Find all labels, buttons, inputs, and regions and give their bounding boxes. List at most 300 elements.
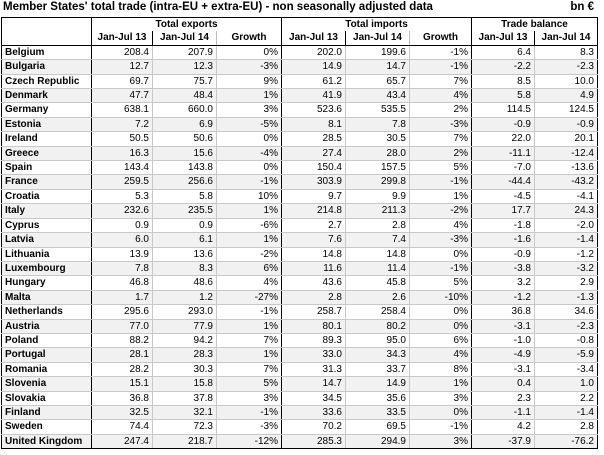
exports-growth-cell: 0% xyxy=(217,45,282,59)
imports-growth-cell: 4% xyxy=(410,89,472,103)
exports-jan-jul-13-cell: 208.4 xyxy=(92,45,153,59)
balance-jan-jul-13-cell: -0.9 xyxy=(472,117,535,131)
exports-growth-cell: 5% xyxy=(217,377,282,391)
balance-jan-jul-13-cell: 4.2 xyxy=(472,420,535,434)
imports-growth-cell: -2% xyxy=(410,204,472,218)
balance-jan-jul-13-cell: -1.2 xyxy=(472,290,535,304)
balance-jan-jul-14-cell: -3.4 xyxy=(535,362,598,376)
imports-jan-jul-14-cell: 11.4 xyxy=(346,261,410,275)
imports-jan-jul-14-cell: 33.5 xyxy=(346,405,410,419)
imports-jan-jul-14-cell: 43.4 xyxy=(346,89,410,103)
balance-jan-jul-14-cell: 4.9 xyxy=(535,89,598,103)
exports-growth-cell: 1% xyxy=(217,348,282,362)
exports-jan-jul-13-cell: 36.8 xyxy=(92,391,153,405)
imports-jan-jul-13-cell: 303.9 xyxy=(282,175,346,189)
balance-jan-jul-14-cell: -12.4 xyxy=(535,146,598,160)
exports-jan-jul-13-cell: 74.4 xyxy=(92,420,153,434)
exports-jan-jul-14-cell: 0.9 xyxy=(153,218,217,232)
imports-growth-cell: -1% xyxy=(410,60,472,74)
exports-growth-cell: 0% xyxy=(217,161,282,175)
exports-jan-jul-14-cell: 15.8 xyxy=(153,377,217,391)
exports-jan-jul-14-cell: 94.2 xyxy=(153,333,217,347)
country-cell: Spain xyxy=(2,161,92,175)
imports-growth-cell: 8% xyxy=(410,362,472,376)
table-row xyxy=(2,161,598,175)
imports-jan-jul-14-cell: 65.7 xyxy=(346,74,410,88)
exports-growth-cell: -1% xyxy=(217,175,282,189)
country-cell: Denmark xyxy=(2,89,92,103)
balance-jan-jul-14-cell: -1.4 xyxy=(535,233,598,247)
balance-jan-jul-13-cell: -1.0 xyxy=(472,333,535,347)
balance-jan-jul-13-cell: -3.1 xyxy=(472,319,535,333)
country-cell: Slovenia xyxy=(2,377,92,391)
country-cell: Greece xyxy=(2,146,92,160)
balance-jan-jul-14-cell: 34.6 xyxy=(535,305,598,319)
exports-jan-jul-14-cell: 28.3 xyxy=(153,348,217,362)
balance-jan-jul-14-cell: -4.1 xyxy=(535,189,598,203)
country-cell: Croatia xyxy=(2,189,92,203)
balance-jan-jul-14-cell: 10.0 xyxy=(535,74,598,88)
imports-jan-jul-14-cell: 14.8 xyxy=(346,247,410,261)
country-cell: Austria xyxy=(2,319,92,333)
imports-jan-jul-13-cell: 41.9 xyxy=(282,89,346,103)
imports-growth-cell: -1% xyxy=(410,261,472,275)
exports-jan-jul-14-cell: 48.6 xyxy=(153,276,217,290)
balance-jan-jul-13-cell: 5.8 xyxy=(472,89,535,103)
exports-growth-cell: -5% xyxy=(217,117,282,131)
exports-growth-cell: -27% xyxy=(217,290,282,304)
exports-jan-jul-13-cell: 46.8 xyxy=(92,276,153,290)
imports-growth-cell: -1% xyxy=(410,420,472,434)
exports-jan-jul-13-cell: 0.9 xyxy=(92,218,153,232)
exports-growth-cell: 4% xyxy=(217,276,282,290)
imports-jan-jul-14-cell: 30.5 xyxy=(346,132,410,146)
imports-jan-jul-13-cell: 202.0 xyxy=(282,45,346,59)
imports-jan-jul-13-cell: 2.8 xyxy=(282,290,346,304)
imports-growth-cell: 0% xyxy=(410,405,472,419)
imports-jan-jul-13-cell: 523.6 xyxy=(282,103,346,117)
exports-jan-jul-14-cell: 207.9 xyxy=(153,45,217,59)
table-row xyxy=(2,290,598,304)
table-row xyxy=(2,45,598,59)
table-row xyxy=(2,189,598,203)
imports-jan-jul-13-cell: 27.4 xyxy=(282,146,346,160)
imports-growth-cell: -1% xyxy=(410,175,472,189)
imports-jan-jul-13-cell: 258.7 xyxy=(282,305,346,319)
table-row xyxy=(2,319,598,333)
country-cell: Hungary xyxy=(2,276,92,290)
exports-jan-jul-14-cell: 75.7 xyxy=(153,74,217,88)
balance-jan-jul-14-cell: -1.3 xyxy=(535,290,598,304)
balance-jan-jul-14-cell: -3.2 xyxy=(535,261,598,275)
balance-jan-jul-14-cell: 1.0 xyxy=(535,377,598,391)
col-exports-jan-jul-14: Jan-Jul 14 xyxy=(153,31,217,45)
imports-jan-jul-13-cell: 8.1 xyxy=(282,117,346,131)
exports-jan-jul-14-cell: 8.3 xyxy=(153,261,217,275)
balance-jan-jul-14-cell: 2.8 xyxy=(535,420,598,434)
country-cell: Portugal xyxy=(2,348,92,362)
balance-jan-jul-13-cell: 114.5 xyxy=(472,103,535,117)
table-row xyxy=(2,218,598,232)
table-row xyxy=(2,261,598,275)
balance-jan-jul-14-cell: -2.3 xyxy=(535,60,598,74)
imports-growth-cell: 2% xyxy=(410,146,472,160)
col-imports-growth: Growth xyxy=(410,31,472,45)
balance-jan-jul-13-cell: -1.1 xyxy=(472,405,535,419)
balance-jan-jul-13-cell: 0.4 xyxy=(472,377,535,391)
table-row xyxy=(2,103,598,117)
exports-growth-cell: -3% xyxy=(217,420,282,434)
table-row xyxy=(2,434,598,448)
imports-growth-cell: 6% xyxy=(410,333,472,347)
table-row xyxy=(2,391,598,405)
exports-jan-jul-13-cell: 47.7 xyxy=(92,89,153,103)
balance-jan-jul-13-cell: 8.5 xyxy=(472,74,535,88)
col-imports-jan-jul-14: Jan-Jul 14 xyxy=(346,31,410,45)
exports-growth-cell: 0% xyxy=(217,132,282,146)
balance-jan-jul-13-cell: -3.1 xyxy=(472,362,535,376)
balance-jan-jul-14-cell: 8.3 xyxy=(535,45,598,59)
exports-growth-cell: 6% xyxy=(217,261,282,275)
table-row xyxy=(2,247,598,261)
imports-jan-jul-13-cell: 9.7 xyxy=(282,189,346,203)
country-cell: Slovakia xyxy=(2,391,92,405)
balance-jan-jul-14-cell: 24.3 xyxy=(535,204,598,218)
imports-growth-cell: 2% xyxy=(410,103,472,117)
exports-jan-jul-13-cell: 5.3 xyxy=(92,189,153,203)
exports-jan-jul-14-cell: 15.6 xyxy=(153,146,217,160)
imports-growth-cell: 7% xyxy=(410,132,472,146)
corner-cell xyxy=(2,18,92,32)
table-row xyxy=(2,132,598,146)
col-imports-jan-jul-13: Jan-Jul 13 xyxy=(282,31,346,45)
exports-growth-cell: -2% xyxy=(217,247,282,261)
imports-jan-jul-13-cell: 14.8 xyxy=(282,247,346,261)
col-balance-jan-jul-14: Jan-Jul 14 xyxy=(535,31,598,45)
table-row xyxy=(2,362,598,376)
exports-jan-jul-13-cell: 247.4 xyxy=(92,434,153,448)
sub-header-row xyxy=(2,31,598,45)
exports-growth-cell: 7% xyxy=(217,333,282,347)
imports-growth-cell: 1% xyxy=(410,189,472,203)
exports-jan-jul-14-cell: 256.6 xyxy=(153,175,217,189)
exports-jan-jul-14-cell: 30.3 xyxy=(153,362,217,376)
balance-jan-jul-13-cell: 36.8 xyxy=(472,305,535,319)
exports-jan-jul-14-cell: 143.8 xyxy=(153,161,217,175)
imports-jan-jul-13-cell: 89.3 xyxy=(282,333,346,347)
balance-jan-jul-13-cell: -2.2 xyxy=(472,60,535,74)
imports-growth-cell: 0% xyxy=(410,305,472,319)
exports-jan-jul-13-cell: 88.2 xyxy=(92,333,153,347)
balance-jan-jul-13-cell: -1.6 xyxy=(472,233,535,247)
balance-jan-jul-13-cell: -7.0 xyxy=(472,161,535,175)
exports-jan-jul-14-cell: 37.8 xyxy=(153,391,217,405)
exports-growth-cell: -12% xyxy=(217,434,282,448)
imports-jan-jul-14-cell: 69.5 xyxy=(346,420,410,434)
country-cell: Latvia xyxy=(2,233,92,247)
exports-jan-jul-13-cell: 69.7 xyxy=(92,74,153,88)
exports-jan-jul-14-cell: 293.0 xyxy=(153,305,217,319)
exports-jan-jul-13-cell: 50.5 xyxy=(92,132,153,146)
exports-jan-jul-14-cell: 6.1 xyxy=(153,233,217,247)
balance-jan-jul-13-cell: 3.2 xyxy=(472,276,535,290)
exports-jan-jul-14-cell: 13.6 xyxy=(153,247,217,261)
country-cell: Poland xyxy=(2,333,92,347)
imports-growth-cell: -1% xyxy=(410,45,472,59)
imports-jan-jul-13-cell: 214.8 xyxy=(282,204,346,218)
exports-growth-cell: -4% xyxy=(217,146,282,160)
country-cell: Finland xyxy=(2,405,92,419)
country-cell: Italy xyxy=(2,204,92,218)
exports-jan-jul-13-cell: 7.8 xyxy=(92,261,153,275)
balance-jan-jul-13-cell: -0.9 xyxy=(472,247,535,261)
imports-jan-jul-14-cell: 299.8 xyxy=(346,175,410,189)
country-cell: United Kingdom xyxy=(2,434,92,448)
imports-jan-jul-13-cell: 11.6 xyxy=(282,261,346,275)
imports-jan-jul-13-cell: 70.2 xyxy=(282,420,346,434)
balance-jan-jul-13-cell: -37.9 xyxy=(472,434,535,448)
exports-jan-jul-13-cell: 295.6 xyxy=(92,305,153,319)
imports-jan-jul-14-cell: 45.8 xyxy=(346,276,410,290)
exports-jan-jul-14-cell: 218.7 xyxy=(153,434,217,448)
exports-jan-jul-14-cell: 50.6 xyxy=(153,132,217,146)
balance-jan-jul-13-cell: -11.1 xyxy=(472,146,535,160)
imports-jan-jul-13-cell: 150.4 xyxy=(282,161,346,175)
imports-jan-jul-13-cell: 80.1 xyxy=(282,319,346,333)
balance-jan-jul-14-cell: 20.1 xyxy=(535,132,598,146)
table-row xyxy=(2,333,598,347)
country-cell: Cyprus xyxy=(2,218,92,232)
imports-jan-jul-13-cell: 31.3 xyxy=(282,362,346,376)
imports-growth-cell: 3% xyxy=(410,391,472,405)
exports-growth-cell: -3% xyxy=(217,60,282,74)
balance-jan-jul-13-cell: -4.5 xyxy=(472,189,535,203)
country-cell: Bulgaria xyxy=(2,60,92,74)
table-title-bar xyxy=(0,0,604,17)
exports-jan-jul-14-cell: 77.9 xyxy=(153,319,217,333)
exports-jan-jul-13-cell: 28.2 xyxy=(92,362,153,376)
balance-jan-jul-14-cell: -1.2 xyxy=(535,247,598,261)
exports-jan-jul-14-cell: 6.9 xyxy=(153,117,217,131)
imports-jan-jul-14-cell: 7.4 xyxy=(346,233,410,247)
table-row xyxy=(2,420,598,434)
balance-jan-jul-14-cell: -2.0 xyxy=(535,218,598,232)
col-exports-growth: Growth xyxy=(217,31,282,45)
exports-jan-jul-13-cell: 28.1 xyxy=(92,348,153,362)
exports-jan-jul-13-cell: 6.0 xyxy=(92,233,153,247)
table-body xyxy=(2,45,598,448)
exports-growth-cell: 1% xyxy=(217,319,282,333)
imports-growth-cell: 7% xyxy=(410,74,472,88)
table-row xyxy=(2,204,598,218)
balance-jan-jul-14-cell: -43.2 xyxy=(535,175,598,189)
exports-growth-cell: -1% xyxy=(217,305,282,319)
exports-jan-jul-13-cell: 143.4 xyxy=(92,161,153,175)
country-cell: Sweden xyxy=(2,420,92,434)
imports-growth-cell: 4% xyxy=(410,348,472,362)
imports-growth-cell: 0% xyxy=(410,247,472,261)
imports-jan-jul-14-cell: 14.9 xyxy=(346,377,410,391)
imports-jan-jul-14-cell: 199.6 xyxy=(346,45,410,59)
exports-growth-cell: 3% xyxy=(217,103,282,117)
imports-growth-cell: 1% xyxy=(410,377,472,391)
table-row xyxy=(2,405,598,419)
country-cell: Belgium xyxy=(2,45,92,59)
exports-growth-cell: 10% xyxy=(217,189,282,203)
exports-jan-jul-13-cell: 7.2 xyxy=(92,117,153,131)
balance-jan-jul-14-cell: -0.9 xyxy=(535,117,598,131)
balance-jan-jul-13-cell: 17.7 xyxy=(472,204,535,218)
imports-jan-jul-14-cell: 9.9 xyxy=(346,189,410,203)
imports-jan-jul-14-cell: 14.7 xyxy=(346,60,410,74)
exports-growth-cell: -1% xyxy=(217,405,282,419)
imports-jan-jul-14-cell: 258.4 xyxy=(346,305,410,319)
exports-jan-jul-13-cell: 77.0 xyxy=(92,319,153,333)
country-cell: Estonia xyxy=(2,117,92,131)
exports-growth-cell: 1% xyxy=(217,204,282,218)
balance-jan-jul-14-cell: 124.5 xyxy=(535,103,598,117)
table-row xyxy=(2,117,598,131)
exports-jan-jul-14-cell: 72.3 xyxy=(153,420,217,434)
table-row xyxy=(2,60,598,74)
exports-jan-jul-13-cell: 259.5 xyxy=(92,175,153,189)
exports-jan-jul-13-cell: 16.3 xyxy=(92,146,153,160)
group-header-balance: Trade balance xyxy=(472,18,598,32)
imports-jan-jul-14-cell: 7.8 xyxy=(346,117,410,131)
imports-growth-cell: -10% xyxy=(410,290,472,304)
table-row xyxy=(2,175,598,189)
exports-jan-jul-14-cell: 48.4 xyxy=(153,89,217,103)
balance-jan-jul-13-cell: -44.4 xyxy=(472,175,535,189)
balance-jan-jul-14-cell: -13.6 xyxy=(535,161,598,175)
country-cell: Netherlands xyxy=(2,305,92,319)
country-cell: Lithuania xyxy=(2,247,92,261)
balance-jan-jul-14-cell: 2.9 xyxy=(535,276,598,290)
exports-jan-jul-13-cell: 12.7 xyxy=(92,60,153,74)
exports-jan-jul-14-cell: 235.5 xyxy=(153,204,217,218)
group-header-imports: Total imports xyxy=(282,18,472,32)
exports-jan-jul-13-cell: 232.6 xyxy=(92,204,153,218)
country-cell: Malta xyxy=(2,290,92,304)
exports-jan-jul-13-cell: 13.9 xyxy=(92,247,153,261)
balance-jan-jul-13-cell: 6.4 xyxy=(472,45,535,59)
exports-jan-jul-14-cell: 5.8 xyxy=(153,189,217,203)
imports-growth-cell: 0% xyxy=(410,319,472,333)
imports-jan-jul-14-cell: 211.3 xyxy=(346,204,410,218)
country-cell: Ireland xyxy=(2,132,92,146)
country-cell: Germany xyxy=(2,103,92,117)
balance-jan-jul-13-cell: -3.8 xyxy=(472,261,535,275)
imports-jan-jul-14-cell: 34.3 xyxy=(346,348,410,362)
imports-jan-jul-13-cell: 14.9 xyxy=(282,60,346,74)
imports-growth-cell: 3% xyxy=(410,434,472,448)
balance-jan-jul-14-cell: -0.8 xyxy=(535,333,598,347)
trade-table xyxy=(1,17,598,449)
exports-growth-cell: 7% xyxy=(217,362,282,376)
unit-label: bn € xyxy=(570,1,594,13)
exports-jan-jul-13-cell: 1.7 xyxy=(92,290,153,304)
country-cell: Czech Republic xyxy=(2,74,92,88)
exports-growth-cell: 3% xyxy=(217,391,282,405)
imports-growth-cell: 5% xyxy=(410,161,472,175)
balance-jan-jul-13-cell: 2.3 xyxy=(472,391,535,405)
imports-jan-jul-14-cell: 2.8 xyxy=(346,218,410,232)
exports-jan-jul-14-cell: 12.3 xyxy=(153,60,217,74)
imports-jan-jul-14-cell: 157.5 xyxy=(346,161,410,175)
table-row xyxy=(2,276,598,290)
imports-jan-jul-13-cell: 34.5 xyxy=(282,391,346,405)
balance-jan-jul-13-cell: 22.0 xyxy=(472,132,535,146)
balance-jan-jul-14-cell: -2.3 xyxy=(535,319,598,333)
exports-jan-jul-13-cell: 638.1 xyxy=(92,103,153,117)
exports-jan-jul-14-cell: 660.0 xyxy=(153,103,217,117)
table-row xyxy=(2,377,598,391)
exports-growth-cell: -6% xyxy=(217,218,282,232)
exports-jan-jul-13-cell: 15.1 xyxy=(92,377,153,391)
imports-jan-jul-14-cell: 33.7 xyxy=(346,362,410,376)
imports-growth-cell: 4% xyxy=(410,218,472,232)
balance-jan-jul-14-cell: -5.9 xyxy=(535,348,598,362)
country-cell: Luxembourg xyxy=(2,261,92,275)
imports-jan-jul-14-cell: 80.2 xyxy=(346,319,410,333)
imports-jan-jul-14-cell: 35.6 xyxy=(346,391,410,405)
imports-jan-jul-14-cell: 28.0 xyxy=(346,146,410,160)
exports-jan-jul-14-cell: 32.1 xyxy=(153,405,217,419)
imports-growth-cell: 5% xyxy=(410,276,472,290)
imports-jan-jul-13-cell: 33.6 xyxy=(282,405,346,419)
table-row xyxy=(2,89,598,103)
table-row xyxy=(2,146,598,160)
table-row xyxy=(2,74,598,88)
imports-jan-jul-13-cell: 33.0 xyxy=(282,348,346,362)
col-exports-jan-jul-13: Jan-Jul 13 xyxy=(92,31,153,45)
imports-jan-jul-13-cell: 61.2 xyxy=(282,74,346,88)
balance-jan-jul-14-cell: 2.2 xyxy=(535,391,598,405)
imports-jan-jul-13-cell: 2.7 xyxy=(282,218,346,232)
col-balance-jan-jul-13: Jan-Jul 13 xyxy=(472,31,535,45)
imports-jan-jul-13-cell: 285.3 xyxy=(282,434,346,448)
exports-jan-jul-13-cell: 32.5 xyxy=(92,405,153,419)
imports-jan-jul-13-cell: 7.6 xyxy=(282,233,346,247)
exports-growth-cell: 1% xyxy=(217,233,282,247)
imports-jan-jul-14-cell: 95.0 xyxy=(346,333,410,347)
table-row xyxy=(2,233,598,247)
table-row xyxy=(2,348,598,362)
imports-jan-jul-13-cell: 14.7 xyxy=(282,377,346,391)
balance-jan-jul-14-cell: -1.4 xyxy=(535,405,598,419)
balance-jan-jul-13-cell: -4.9 xyxy=(472,348,535,362)
group-header-row xyxy=(2,18,598,32)
corner-cell-lower xyxy=(2,31,92,45)
exports-growth-cell: 9% xyxy=(217,74,282,88)
balance-jan-jul-13-cell: -1.8 xyxy=(472,218,535,232)
group-header-exports: Total exports xyxy=(92,18,282,32)
imports-jan-jul-14-cell: 535.5 xyxy=(346,103,410,117)
balance-jan-jul-14-cell: -76.2 xyxy=(535,434,598,448)
country-cell: Romania xyxy=(2,362,92,376)
imports-jan-jul-14-cell: 294.9 xyxy=(346,434,410,448)
imports-jan-jul-13-cell: 28.5 xyxy=(282,132,346,146)
imports-growth-cell: -3% xyxy=(410,117,472,131)
imports-jan-jul-13-cell: 43.6 xyxy=(282,276,346,290)
imports-growth-cell: -3% xyxy=(410,233,472,247)
exports-jan-jul-14-cell: 1.2 xyxy=(153,290,217,304)
table-title: Member States' total trade (intra-EU + extra-EU) - non seasonally adjusted data xyxy=(3,1,433,13)
imports-jan-jul-14-cell: 2.6 xyxy=(346,290,410,304)
exports-growth-cell: 1% xyxy=(217,89,282,103)
country-cell: France xyxy=(2,175,92,189)
table-row xyxy=(2,305,598,319)
